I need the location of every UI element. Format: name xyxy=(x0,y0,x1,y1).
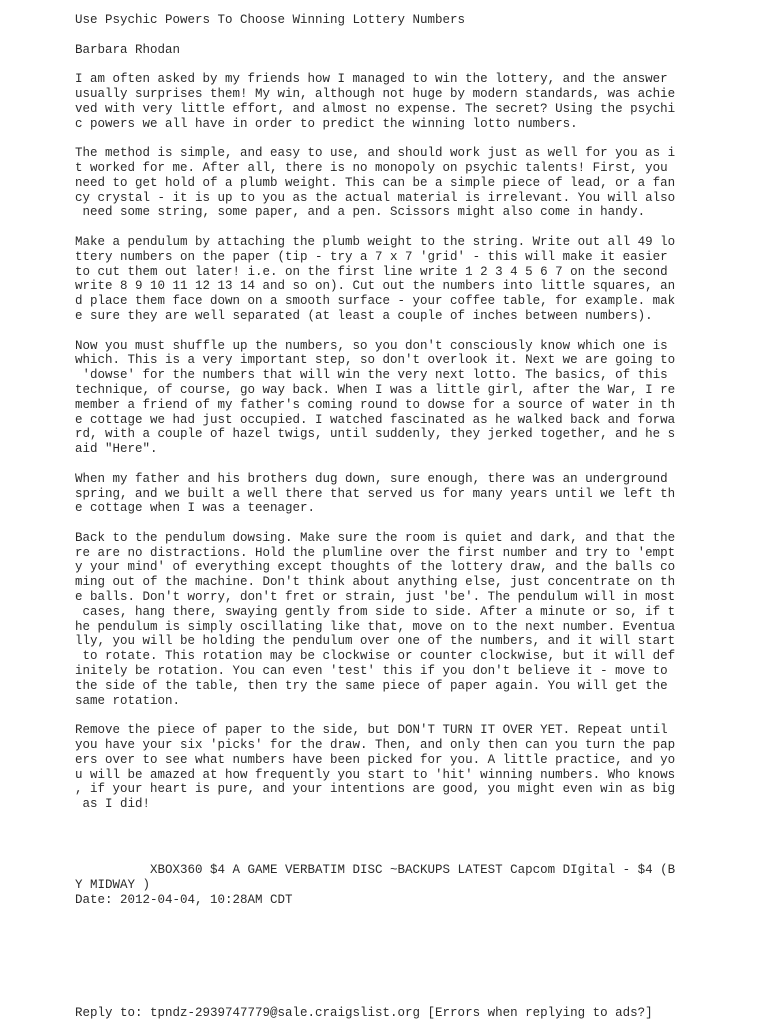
paragraph-line: need some string, some paper, and a pen. Scissors might also come in handy. xyxy=(75,205,646,220)
listing-block xyxy=(75,863,675,907)
paragraph-line: I am often asked by my friends how I managed to win the lottery, and the answer xyxy=(75,72,668,87)
document-title: Use Psychic Powers To Choose Winning Lottery Numbers xyxy=(75,13,466,27)
paragraph-line: c powers we all have in order to predict the winning lotto numbers. xyxy=(75,116,578,131)
document-author: Barbara Rhodan xyxy=(75,42,181,57)
paragraph-line: , if your heart is pure, and your intentions are good, you might even win as big xyxy=(75,782,676,797)
paragraph-line: rd, with a couple of hazel twigs, until suddenly, they jerked together, and he s xyxy=(75,427,676,442)
paragraph-line: e balls. Don't worry, don't fret or strain, just 'be'. The pendulum will in most xyxy=(75,590,676,605)
paragraph-line: same rotation. xyxy=(75,693,181,708)
paragraph-line: Back to the pendulum dowsing. Make sure the room is quiet and dark, and that the xyxy=(75,530,676,545)
paragraph-line: t worked for me. After all, there is no monopoly on psychic talents! First, you xyxy=(75,160,668,175)
paragraph-line: ers over to see what numbers have been picked for you. A little practice, and yo xyxy=(75,752,676,767)
paragraph-line: initely be rotation. You can even 'test' this if you don't believe it - move to xyxy=(75,664,668,679)
paragraph-line: member a friend of my father's coming round to dowse for a source of water in th xyxy=(75,397,676,412)
paragraph-line: he pendulum is simply oscillating like that, move on to the next number. Eventua xyxy=(75,619,676,634)
paragraph-line: e cottage we had just occupied. I watched fascinated as he walked back and forwa xyxy=(75,412,676,427)
paragraph-line: ming out of the machine. Don't think about anything else, just concentrate on th xyxy=(75,575,676,590)
paragraph-line: need to get hold of a plumb weight. This can be a simple piece of lead, or a fan xyxy=(75,175,676,190)
paragraph xyxy=(75,723,675,812)
paragraph-line: cy crystal - it is up to you as the actual material is irrelevant. You will also xyxy=(75,190,676,205)
paragraph-line: re are no distractions. Hold the plumline over the first number and try to 'empt xyxy=(75,545,676,560)
paragraph-line: technique, of course, go way back. When I was a little girl, after the War, I re xyxy=(75,382,676,397)
paragraph-line: The method is simple, and easy to use, and should work just as well for you as i xyxy=(75,146,676,161)
paragraph xyxy=(75,531,675,709)
paragraph-line: ved with very little effort, and almost no expense. The secret? Using the psychi xyxy=(75,101,676,116)
paragraph-line: Remove the piece of paper to the side, but DON'T TURN IT OVER YET. Repeat until xyxy=(75,723,668,738)
paragraph-line: lly, you will be holding the pendulum over one of the numbers, and it will start xyxy=(75,634,676,649)
paragraph-line: Make a pendulum by attaching the plumb weight to the string. Write out all 49 lo xyxy=(75,234,676,249)
paragraph-line: spring, and we built a well there that served us for many years until we left th xyxy=(75,486,676,501)
paragraph-line: e sure they are well separated (at least a couple of inches between numbers). xyxy=(75,308,653,323)
paragraph xyxy=(75,339,675,457)
paragraph-line: write 8 9 10 11 12 13 14 and so on). Cut out the numbers into little squares, an xyxy=(75,279,676,294)
document-body xyxy=(75,13,675,827)
paragraph-line: to cut them out later! i.e. on the first line write 1 2 3 4 5 6 7 on the second xyxy=(75,264,668,279)
paragraph-line: cases, hang there, swaying gently from side to side. After a minute or so, if t xyxy=(75,604,676,619)
paragraph-line: usually surprises them! My win, although not huge by modern standards, was achie xyxy=(75,86,676,101)
paragraph xyxy=(75,146,675,220)
paragraph xyxy=(75,72,675,131)
paragraph-line: which. This is a very important step, so don't overlook it. Next we are going to xyxy=(75,353,676,368)
paragraph-line: When my father and his brothers dug down, sure enough, there was an underground xyxy=(75,471,668,486)
paragraph xyxy=(75,235,675,324)
paragraph-line: e cottage when I was a teenager. xyxy=(75,501,316,516)
listing-title-line-1: XBOX360 $4 A GAME VERBATIM DISC ~BACKUPS LATEST Capcom DIgital - $4 (B xyxy=(75,863,676,877)
paragraph-line: you have your six 'picks' for the draw. Then, and only then can you turn the pap xyxy=(75,738,676,753)
paragraph xyxy=(75,472,675,516)
listing-date: Date: 2012-04-04, 10:28AM CDT xyxy=(75,892,293,907)
article-paragraphs xyxy=(75,72,675,812)
reply-to-line: Reply to: tpndz-2939747779@sale.craigslist.org [Errors when replying to ads?] xyxy=(75,1006,653,1020)
paragraph-line: d place them face down on a smooth surface - your coffee table, for example. mak xyxy=(75,294,676,309)
paragraph-line: 'dowse' for the numbers that will win the very next lotto. The basics, of this xyxy=(75,368,668,383)
paragraph-line: u will be amazed at how frequently you start to 'hit' winning numbers. Who knows xyxy=(75,767,676,782)
paragraph-line: the side of the table, then try the same piece of paper again. You will get the xyxy=(75,678,668,693)
paragraph-line: to rotate. This rotation may be clockwise or counter clockwise, but it will def xyxy=(75,649,676,664)
paragraph-line: y your mind' of everything except thoughts of the lottery draw, and the balls co xyxy=(75,560,676,575)
paragraph-line: Now you must shuffle up the numbers, so you don't consciously know which one is xyxy=(75,338,668,353)
paragraph-line: aid "Here". xyxy=(75,442,158,457)
paragraph-line: as I did! xyxy=(75,797,151,812)
paragraph-line: ttery numbers on the paper (tip - try a 7 x 7 'grid' - this will make it easier xyxy=(75,249,668,264)
listing-title-line-2: Y MIDWAY ) xyxy=(75,877,151,892)
